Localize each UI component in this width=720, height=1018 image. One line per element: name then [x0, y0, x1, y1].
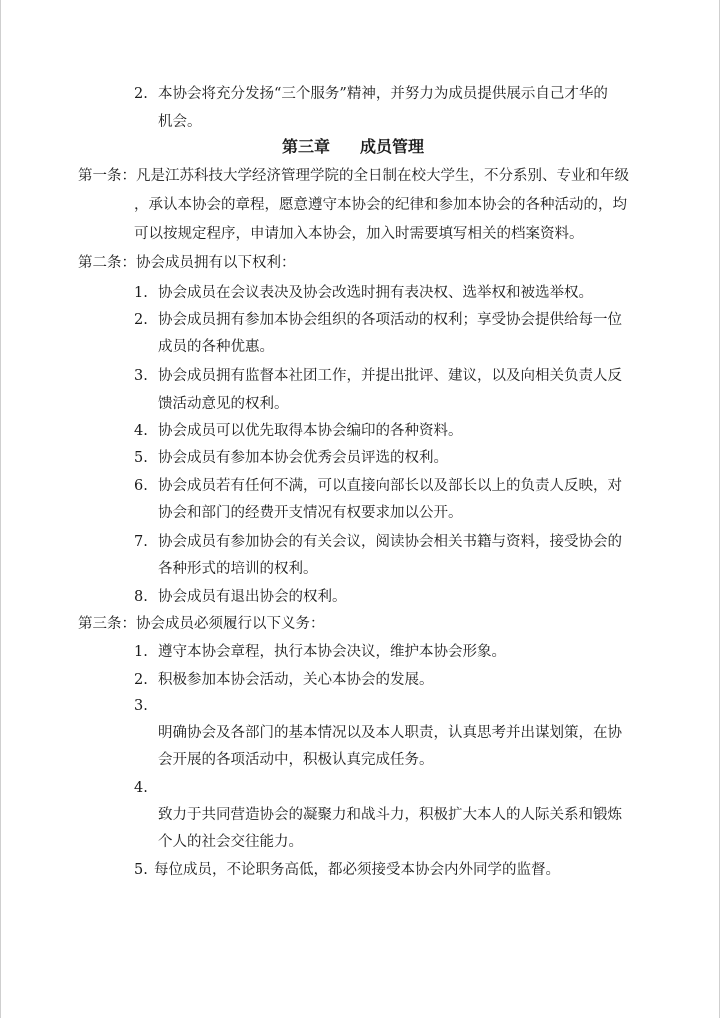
list-number: 1.	[134, 644, 148, 660]
list-text: 协会成员拥有监督本社团工作，并提出批评、建议，以及向相关负责人反	[158, 368, 622, 384]
list-item-continuation: 馈活动意见的权利。	[158, 396, 289, 412]
list-text: 协会成员若有任何不满，可以直接向部长以及部长以上的负责人反映，对	[158, 478, 622, 494]
list-item-continuation: 个人的社会交往能力。	[158, 834, 303, 850]
list-item-text: 明确协会及各部门的基本情况以及本人职责，认真思考并出谋划策，在协	[158, 725, 622, 741]
list-number: 3.	[134, 368, 148, 384]
list-item-continuation: 成员的各种优惠。	[158, 339, 274, 355]
list-text: 协会成员有参加本协会优秀会员评选的权利。	[158, 450, 448, 466]
article1-line2: ，承认本协会的章程，愿意遵守本协会的纪律和参加本协会的各种活动的，均	[134, 197, 627, 213]
list-item	[134, 310, 622, 330]
list-item-continuation: 协会和部门的经费开支情况有权要求加以公开。	[158, 505, 463, 521]
list-number: 1.	[134, 285, 148, 301]
list-number: 4.	[134, 423, 148, 439]
article-intro: 协会成员必须履行以下义务：	[136, 616, 325, 632]
article1-line3: 可以按规定程序，申请加入本协会，加入时需要填写相关的档案资料。	[134, 226, 584, 242]
list-item	[134, 532, 622, 552]
list-number: 2.	[134, 312, 148, 328]
article-label: 第三条：	[78, 616, 136, 632]
list-text: 遵守本协会章程，执行本协会决议，维护本协会形象。	[158, 644, 506, 660]
article1-line1	[78, 166, 629, 186]
list-text: 本协会将充分发扬“三个服务”精神，并努力为成员提供展示自己才华的	[158, 86, 608, 102]
list-text: 每位成员，不论职务高低，都必须接受本协会内外同学的监督。	[154, 862, 560, 878]
list-item	[134, 448, 448, 468]
list-number: 6.	[134, 478, 148, 494]
list-item	[134, 670, 434, 690]
list-text: 积极参加本协会活动，关心本协会的发展。	[158, 672, 434, 688]
list-number: 4.	[134, 780, 148, 796]
list-number: 2.	[134, 86, 148, 102]
list-text: 协会成员拥有参加本协会组织的各项活动的权利；享受协会提供给每一位	[158, 312, 622, 328]
list-item-number-only	[134, 696, 158, 716]
article3-heading	[78, 614, 325, 634]
list-item	[134, 476, 622, 496]
list-number: 7.	[134, 534, 148, 550]
list-item	[134, 860, 560, 880]
list-item	[134, 366, 622, 386]
list-number: 5.	[134, 450, 148, 466]
list-text: 协会成员有退出协会的权利。	[158, 589, 347, 605]
intro-item-line2: 机会。	[158, 114, 202, 130]
article2-heading	[78, 253, 296, 273]
list-number: 2.	[134, 672, 148, 688]
list-item-number-only	[134, 778, 158, 798]
chapter-heading	[282, 137, 424, 157]
list-item	[134, 421, 463, 441]
list-item	[134, 642, 506, 662]
list-item-text: 致力于共同营造协会的凝聚力和战斗力，积极扩大本人的人际关系和锻炼	[158, 807, 622, 823]
intro-item-line1	[134, 84, 608, 104]
article-label: 第二条：	[78, 255, 136, 271]
page-edge-left	[0, 0, 1, 1018]
chapter-title: 成员管理	[360, 137, 425, 156]
list-number: 8.	[134, 589, 148, 605]
article-intro: 协会成员拥有以下权利：	[136, 255, 296, 271]
list-item-continuation: 各种形式的培训的权利。	[158, 561, 318, 577]
list-item	[134, 283, 593, 303]
article-label: 第一条：	[78, 168, 136, 184]
list-text: 协会成员有参加协会的有关会议，阅读协会相关书籍与资料，接受协会的	[158, 534, 622, 550]
list-item	[134, 587, 347, 607]
list-text: 协会成员可以优先取得本协会编印的各种资料。	[158, 423, 463, 439]
list-number: 3.	[134, 698, 148, 714]
article-text: 凡是江苏科技大学经济管理学院的全日制在校大学生，不分系别、专业和年级	[136, 168, 629, 184]
list-number: 5.	[134, 862, 148, 878]
list-item-continuation: 会开展的各项活动中，积极认真完成任务。	[158, 752, 434, 768]
chapter-number: 第三章	[282, 137, 331, 156]
list-text: 协会成员在会议表决及协会改选时拥有表决权、选举权和被选举权。	[158, 285, 593, 301]
